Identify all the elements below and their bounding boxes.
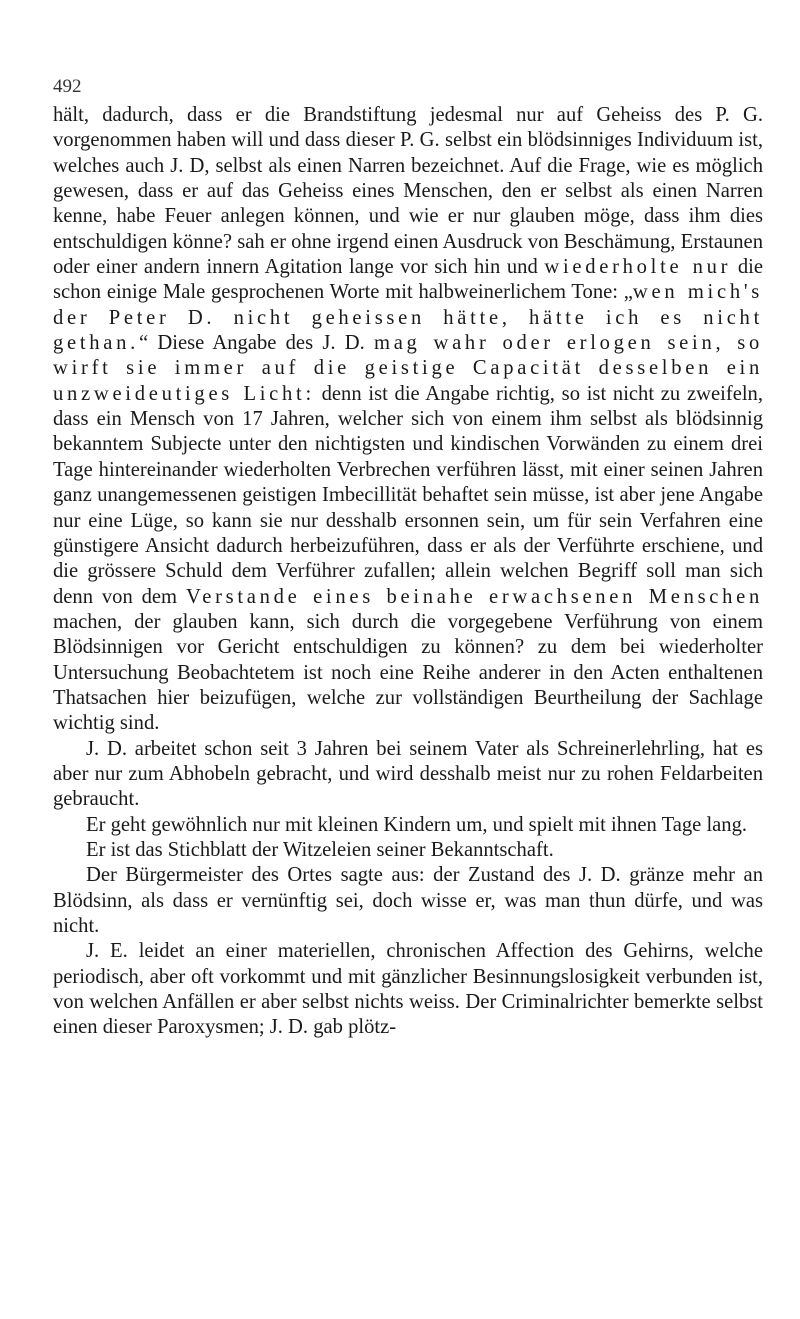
paragraph-text: Er ist das Stichblatt der Witzeleien seiner Bekanntschaft. (86, 838, 554, 861)
paragraph-text: denn ist die Angabe richtig, so ist nicht zu zweifeln, dass ein Mensch von 17 Jahren, welcher sich von einem ihm selbst als blödsinnig bekanntem Subjecte unter den nichtigsten und kindischen Vorwänden zu einem drei Tage hintereinander wiederholten Verbrechen verführen lässt, mit einer seinen Jahren ganz unangemessenen geistigen Imbecillität behaftet sein müsse, ist aber jene Angabe nur eine Lüge, so kann sie nur desshalb ersonnen sein, um für sein Verfahren eine günstigere Ansicht dadurch herbeizuführen, dass er als der Verführte erschiene, und die grössere Schuld dem Verführer zufallen; allein welchen Begriff soll man sich denn von dem (53, 382, 763, 608)
paragraph-text: die schon einige Male gesprochenen Worte mit halbweinerlichem Tone: „ (53, 256, 763, 304)
paragraph-text: Er geht gewöhnlich nur mit kleinen Kindern um, und spielt mit ihnen Tage lang. (86, 813, 748, 836)
paragraph (53, 863, 763, 939)
paragraph (53, 813, 763, 838)
paragraph (53, 838, 763, 863)
paragraph (53, 103, 763, 737)
emphasized-text: wen mich's der Peter D. nicht geheissen hätte, hätte ich es nicht gethan. (53, 281, 763, 355)
paragraph-text: Der Bürgermeister des Ortes sagte aus: der Zustand des J. D. gränze mehr an Blödsinn, als dass er vernünftig sei, doch wisse er, was man thun dürfe, und was nicht. (53, 864, 763, 937)
paragraph-text: hält, dadurch, dass er die Brandstiftung jedesmal nur auf Geheiss des P. G. vorgenommen haben will und dass dieser P. G. selbst ein blödsinniges Individuum ist, welches auch J. D, selbst als einen Narren bezeichnet. Auf die Frage, wie es möglich gewesen, dass er auf das Geheiss eines Menschen, den er selbst als einen Narren kenne, habe Feuer anlegen können, und wie er nur glauben möge, dass ihm dies entschuldigen könne? sah er ohne irgend einen Ausdruck von Beschämung, Erstaunen oder einer andern innern Agitation lange vor sich hin und (53, 104, 763, 279)
emphasized-text: Verstande eines beinahe erwachsenen Menschen (185, 585, 764, 608)
paragraph-text: “ Diese Angabe des J. D. (139, 332, 374, 355)
paragraph (53, 939, 763, 1040)
emphasized-text: mag wahr oder erlogen sein, so wirft sie immer auf die geistige Capacität desselben ein unzweideutiges Licht: (53, 332, 763, 405)
body-text (53, 103, 763, 1041)
page-number: 492 (53, 76, 82, 97)
emphasized-text: wiederholte nur (544, 256, 732, 279)
paragraph-text: machen, der glauben kann, sich durch die vorgegebene Verführung von einem Blödsinnigen vor Gericht entschuldigen zu können? zu dem bei wiederholter Untersuchung Beobachtetem ist noch eine Reihe anderer in den Acten enthaltenen Thatsachen hier beizufügen, welche zur vollständigen Beurtheilung der Sachlage wichtig sind. (53, 610, 763, 735)
paragraph-text: J. E. leidet an einer materiellen, chronischen Affection des Gehirns, welche periodisch, aber oft vorkommt und mit gänzlicher Besinnungslosigkeit verbunden ist, von welchen Anfällen er aber selbst nichts weiss. Der Criminalrichter bemerkte selbst einen dieser Paroxysmen; J. D. gab plötz- (53, 940, 763, 1039)
paragraph (53, 737, 763, 813)
paragraph-text: J. D. arbeitet schon seit 3 Jahren bei seinem Vater als Schreinerlehrling, hat es aber nur zum Abhobeln gebracht, und wird desshalb meist nur zu rohen Feldarbeiten gebraucht. (53, 737, 763, 811)
